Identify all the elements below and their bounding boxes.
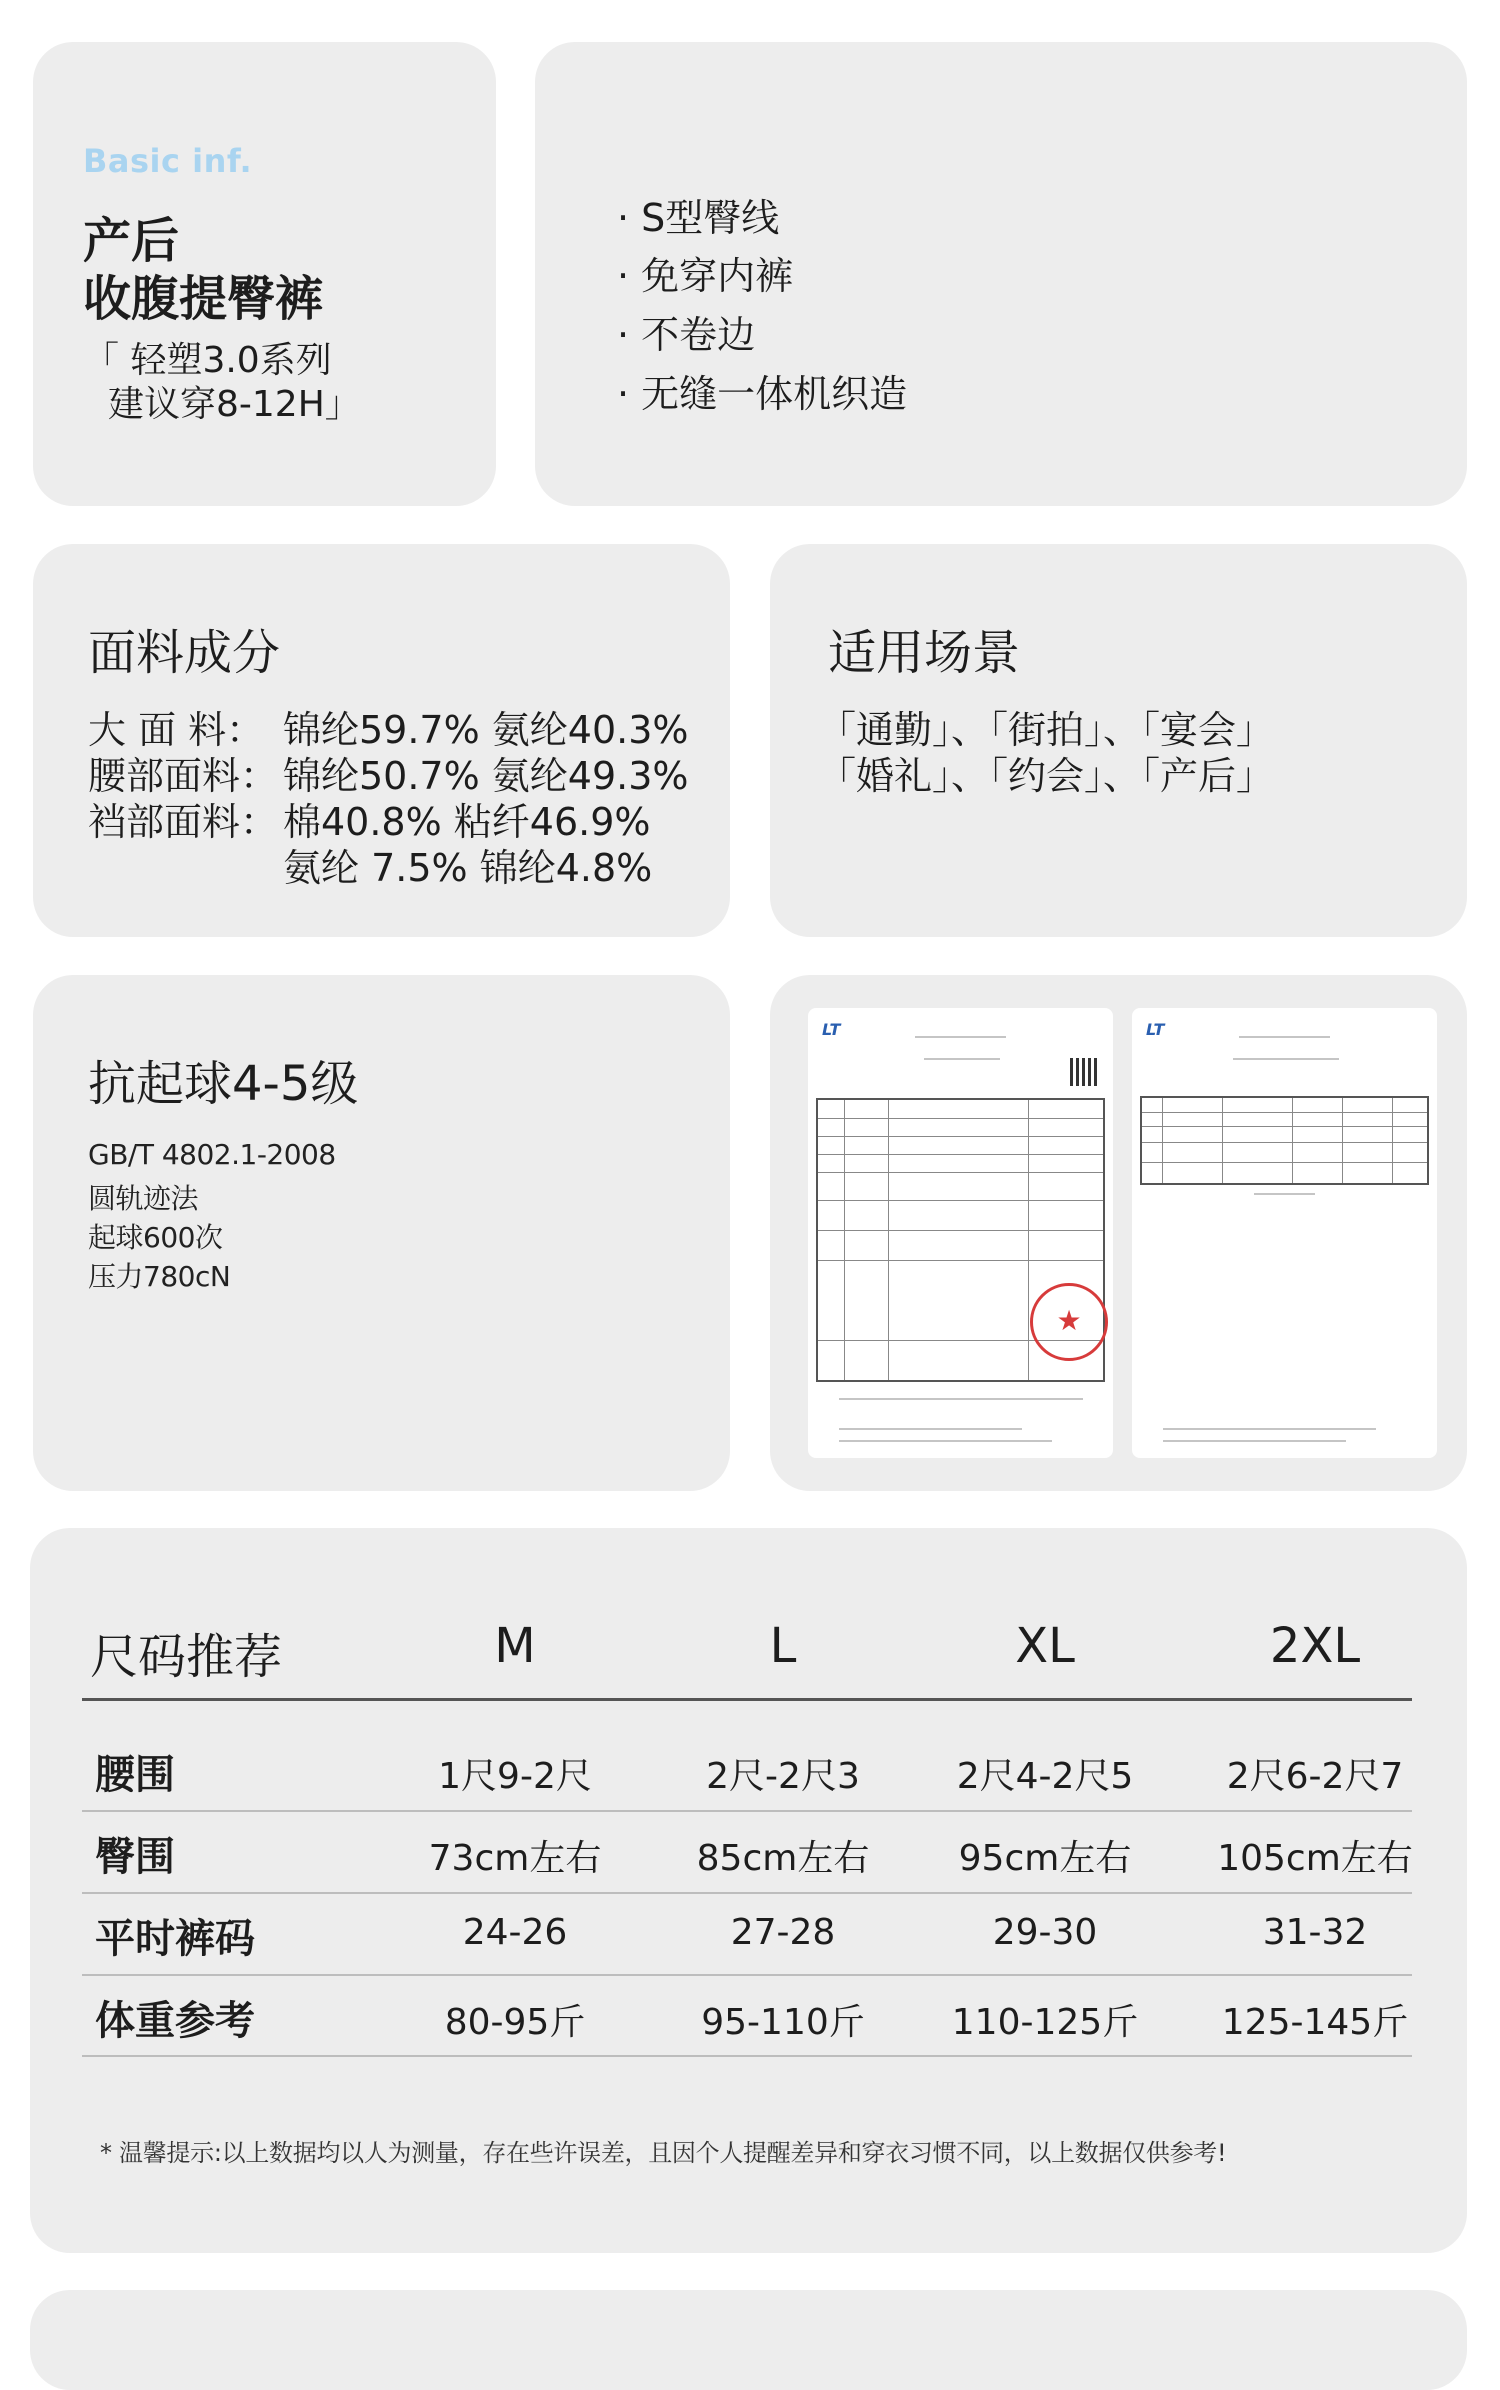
size-table-card bbox=[30, 1528, 1467, 2253]
pilling-line: 起球600次 bbox=[88, 1221, 223, 1254]
pilling-title: 抗起球4-5级 bbox=[88, 1056, 359, 1112]
feature-item: · 无缝一体机织造 bbox=[617, 372, 908, 416]
table-cell: 85cm左右 bbox=[696, 1838, 870, 1879]
fabric-row-value: 锦纶59.7% 氨纶40.3% bbox=[283, 708, 689, 752]
table-cell: 27-28 bbox=[730, 1912, 836, 1953]
fabric-row-label: 大 面 料： bbox=[88, 708, 265, 752]
next-section-card bbox=[30, 2290, 1467, 2390]
red-seal-icon: ★ bbox=[1030, 1283, 1108, 1361]
scene-line: 「婚礼」、「约会」、「产后」 bbox=[818, 754, 1275, 798]
pilling-line: 圆轨迹法 bbox=[88, 1182, 199, 1215]
feature-item: · 免穿内裤 bbox=[617, 254, 794, 298]
table-cell: 125-145斤 bbox=[1221, 2002, 1409, 2043]
table-cell: 31-32 bbox=[1262, 1912, 1368, 1953]
table-cell: 2尺6-2尺7 bbox=[1226, 1756, 1404, 1797]
table-cell: 110-125斤 bbox=[951, 2002, 1139, 2043]
row-label-pant-size: 平时裤码 bbox=[95, 1916, 255, 1962]
test-report-card bbox=[770, 975, 1467, 1491]
fabric-title: 面料成分 bbox=[88, 625, 281, 681]
product-title-line2: 收腹提臀裤 bbox=[83, 271, 324, 327]
table-cell: 1尺9-2尺 bbox=[438, 1756, 592, 1797]
table-cell: 2尺4-2尺5 bbox=[956, 1756, 1134, 1797]
table-cell: 105cm左右 bbox=[1217, 1838, 1413, 1879]
report-logo: LT bbox=[822, 1020, 841, 1039]
table-cell: 95cm左右 bbox=[958, 1838, 1132, 1879]
table-cell: 2尺-2尺3 bbox=[706, 1756, 860, 1797]
pilling-card bbox=[33, 975, 730, 1491]
row-label-weight: 体重参考 bbox=[95, 1998, 255, 2044]
size-header-xl: XL bbox=[1015, 1618, 1075, 1674]
table-cell: 95-110斤 bbox=[701, 2002, 865, 2043]
qr-code-icon bbox=[1070, 1058, 1098, 1086]
table-cell: 73cm左右 bbox=[428, 1838, 602, 1879]
features-card bbox=[535, 42, 1467, 506]
size-note: * 温馨提示:以上数据均以人为测量，存在些许误差，且因个人提醒差异和穿衣习惯不同，以上数据仅供参考! bbox=[100, 2139, 1227, 2167]
scene-line: 「通勤」、「街拍」、「宴会」 bbox=[818, 708, 1275, 752]
pilling-line: 压力780cN bbox=[88, 1260, 231, 1293]
table-cell: 24-26 bbox=[462, 1912, 568, 1953]
basic-info-label: Basic inf. bbox=[83, 142, 253, 180]
fabric-row-value: 棉40.8% 粘纤46.9% bbox=[283, 800, 651, 844]
size-header-l: L bbox=[769, 1618, 797, 1674]
pilling-line: GB/T 4802.1-2008 bbox=[88, 1138, 336, 1171]
size-header-m: M bbox=[494, 1618, 536, 1674]
fabric-row-value: 锦纶50.7% 氨纶49.3% bbox=[283, 754, 689, 798]
scene-title: 适用场景 bbox=[828, 625, 1021, 681]
size-header-2xl: 2XL bbox=[1269, 1618, 1361, 1674]
scene-card bbox=[770, 544, 1467, 937]
product-title-line1: 产后 bbox=[83, 213, 180, 269]
fabric-row-value: 氨纶 7.5% 锦纶4.8% bbox=[283, 846, 653, 890]
table-cell: 80-95斤 bbox=[444, 2002, 586, 2043]
feature-item: · S型臀线 bbox=[617, 196, 780, 240]
basic-info-card bbox=[33, 42, 496, 506]
test-report-page-2 bbox=[1132, 1008, 1437, 1458]
series-line1: 「 轻塑3.0系列 bbox=[83, 340, 332, 381]
row-label-hip: 臀围 bbox=[95, 1834, 175, 1880]
feature-item: · 不卷边 bbox=[617, 313, 756, 357]
size-table-title: 尺码推荐 bbox=[90, 1629, 283, 1685]
table-cell: 29-30 bbox=[992, 1912, 1098, 1953]
report-logo: LT bbox=[1146, 1020, 1165, 1039]
fabric-card bbox=[33, 544, 730, 937]
series-line2: 建议穿8-12H」 bbox=[108, 384, 361, 425]
test-report-page-1 bbox=[808, 1008, 1113, 1458]
row-label-waist: 腰围 bbox=[95, 1752, 175, 1798]
fabric-row-label: 裆部面料： bbox=[88, 800, 279, 844]
fabric-row-label: 腰部面料： bbox=[88, 754, 279, 798]
